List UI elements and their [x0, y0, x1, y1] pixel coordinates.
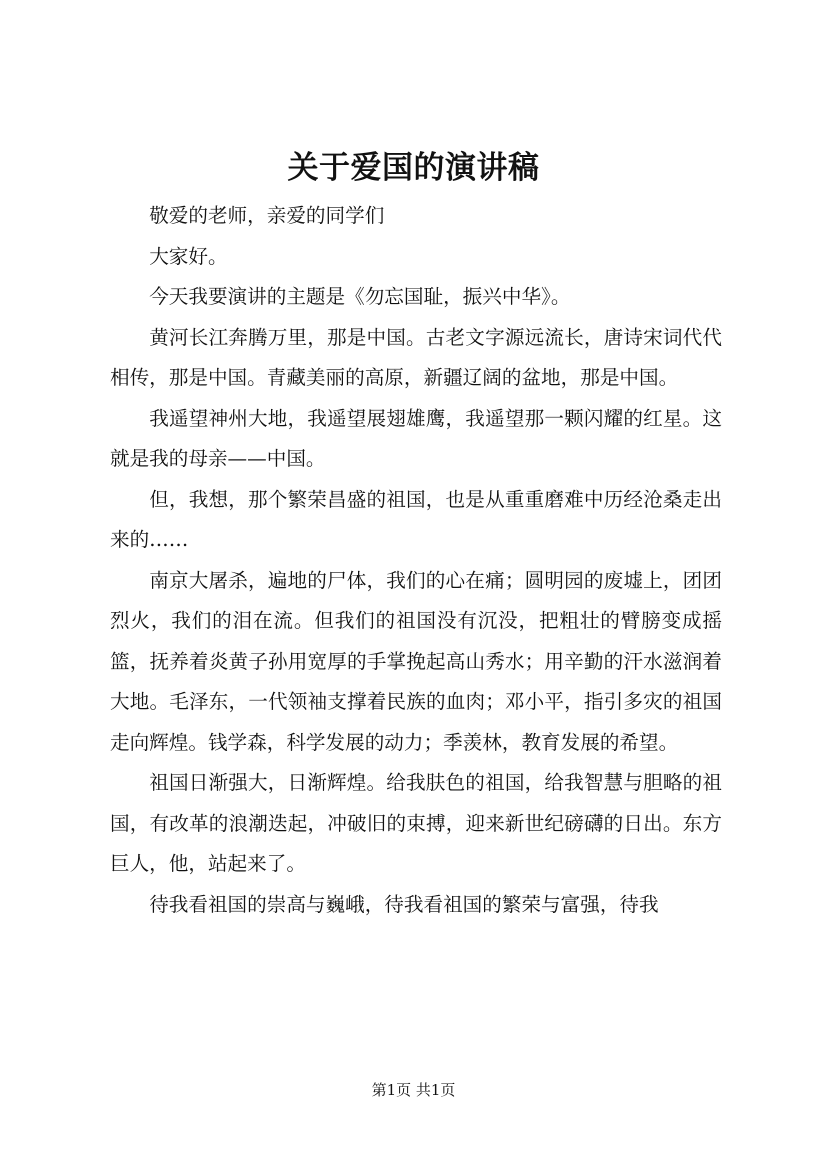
paragraph-history: 南京大屠杀，遍地的尸体，我们的心在痛；圆明园的废墟上，团团烈火，我们的泪在流。但我们的祖国没有沉没，把粗壮的臂膀变成摇篮，抚养着炎黄子孙用宽厚的手掌挽起高山秀水；用辛勤的汗水滋润着大地。毛泽东，一代领袖支撑着民族的血肉；邓小平，指引多灾的祖国走向辉煌。钱学森，科学发展的动力；季羡林，教育发展的希望。 [110, 568, 722, 754]
paragraph-wait: 待我看祖国的崇高与巍峨，待我看祖国的繁荣与富强，待我 [149, 892, 659, 916]
document-body [110, 196, 722, 925]
paragraph-rise: 祖国日渐强大，日渐辉煌。给我肤色的祖国，给我智慧与胆略的祖国，有改革的浪潮迭起，冲破旧的束搏，迎来新世纪磅礴的日出。东方巨人，他，站起来了。 [110, 771, 722, 875]
paragraph-rivers: 黄河长江奔腾万里，那是中国。古老文字源远流长，唐诗宋词代代相传，那是中国。青藏美丽的高原，新疆辽阔的盆地，那是中国。 [110, 325, 722, 389]
paragraph-hardship: 但，我想，那个繁荣昌盛的祖国，也是从重重磨难中历经沧桑走出来的…… [110, 487, 722, 551]
paragraph-gaze: 我遥望神州大地，我遥望展翅雄鹰，我遥望那一颗闪耀的红星。这就是我的母亲——中国。 [110, 406, 722, 470]
document-title: 关于爱国的演讲稿 [287, 150, 540, 186]
paragraph-hello: 大家好。 [149, 244, 228, 268]
paragraph-greeting: 敬爱的老师，亲爱的同学们 [149, 204, 385, 227]
paragraph-topic: 今天我要演讲的主题是《勿忘国耻，振兴中华》。 [149, 285, 571, 308]
page-footer: 第1页 共1页 [371, 1081, 456, 1099]
